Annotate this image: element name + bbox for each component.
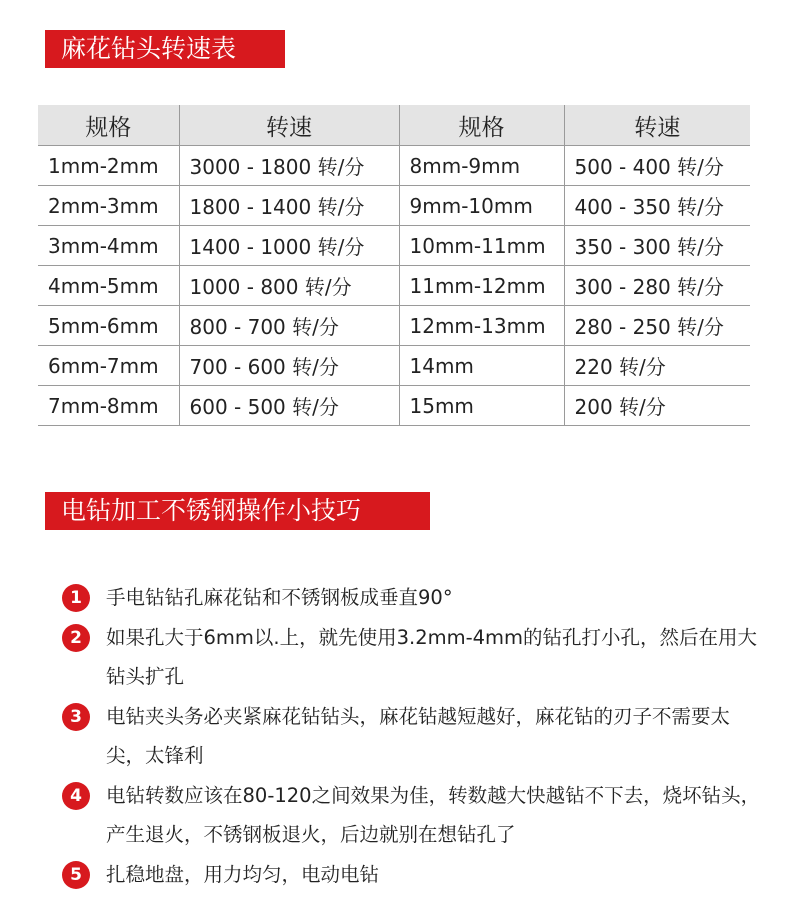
- table-cell: 200 转/分: [564, 386, 750, 426]
- table-row: [38, 266, 750, 306]
- table-cell: 280 - 250 转/分: [564, 306, 750, 346]
- table-header-row: [38, 105, 750, 146]
- table-cell: 220 转/分: [564, 346, 750, 386]
- table-cell: 6mm-7mm: [38, 346, 179, 386]
- table-cell: 700 - 600 转/分: [179, 346, 399, 386]
- table-cell: 1000 - 800 转/分: [179, 266, 399, 306]
- list-item: [62, 618, 782, 697]
- table-row: [38, 146, 750, 186]
- table-row: [38, 306, 750, 346]
- table-cell: 11mm-12mm: [399, 266, 564, 306]
- list-item: [62, 578, 782, 618]
- header-spec: 规格: [38, 105, 179, 146]
- table-cell: 2mm-3mm: [38, 186, 179, 226]
- table-cell: 12mm-13mm: [399, 306, 564, 346]
- section-title-tips: 电钻加工不锈钢操作小技巧: [45, 492, 430, 530]
- tip-text: 电钻夹头务必夹紧麻花钻钻头，麻花钻越短越好，麻花钻的刃子不需要太尖，太锋利: [106, 704, 731, 767]
- table-cell: 4mm-5mm: [38, 266, 179, 306]
- table-cell: 1800 - 1400 转/分: [179, 186, 399, 226]
- list-item: [62, 697, 782, 776]
- header-spec: 规格: [399, 105, 564, 146]
- tips-list: [62, 578, 782, 894]
- header-speed: 转速: [564, 105, 750, 146]
- table-cell: 1400 - 1000 转/分: [179, 226, 399, 266]
- number-badge: 2: [62, 624, 90, 652]
- table-row: [38, 226, 750, 266]
- table-cell: 5mm-6mm: [38, 306, 179, 346]
- tip-text: 手电钻钻孔麻花钻和不锈钢板成垂直90°: [106, 586, 453, 609]
- table-cell: 400 - 350 转/分: [564, 186, 750, 226]
- table-cell: 500 - 400 转/分: [564, 146, 750, 186]
- tip-text: 如果孔大于6mm以.上，就先使用3.2mm-4mm的钻孔打小孔，然后在用大钻头扩孔: [106, 625, 758, 688]
- table-cell: 14mm: [399, 346, 564, 386]
- list-item: [62, 855, 782, 895]
- table-row: [38, 386, 750, 426]
- drill-speed-table: [38, 105, 750, 426]
- table-row: [38, 186, 750, 226]
- tip-text: 扎稳地盘，用力均匀，电动电钻: [106, 862, 380, 886]
- table-cell: 300 - 280 转/分: [564, 266, 750, 306]
- tip-text: 电钻转数应该在80-120之间效果为佳，转数越大快越钻不下去，烧坏钻头，产生退火，不锈钢板退火，后边就别在想钻孔了: [106, 783, 761, 846]
- table-cell: 3mm-4mm: [38, 226, 179, 266]
- list-item: [62, 776, 782, 855]
- number-badge: 3: [62, 703, 90, 731]
- table-cell: 600 - 500 转/分: [179, 386, 399, 426]
- table-cell: 8mm-9mm: [399, 146, 564, 186]
- number-badge: 1: [62, 584, 90, 612]
- table-row: [38, 346, 750, 386]
- number-badge: 4: [62, 782, 90, 810]
- section-title-speed-table: 麻花钻头转速表: [45, 30, 285, 68]
- table-cell: 9mm-10mm: [399, 186, 564, 226]
- table-cell: 1mm-2mm: [38, 146, 179, 186]
- table-cell: 3000 - 1800 转/分: [179, 146, 399, 186]
- table-cell: 7mm-8mm: [38, 386, 179, 426]
- number-badge: 5: [62, 861, 90, 889]
- table-cell: 15mm: [399, 386, 564, 426]
- table-cell: 800 - 700 转/分: [179, 306, 399, 346]
- table-cell: 10mm-11mm: [399, 226, 564, 266]
- table-cell: 350 - 300 转/分: [564, 226, 750, 266]
- header-speed: 转速: [179, 105, 399, 146]
